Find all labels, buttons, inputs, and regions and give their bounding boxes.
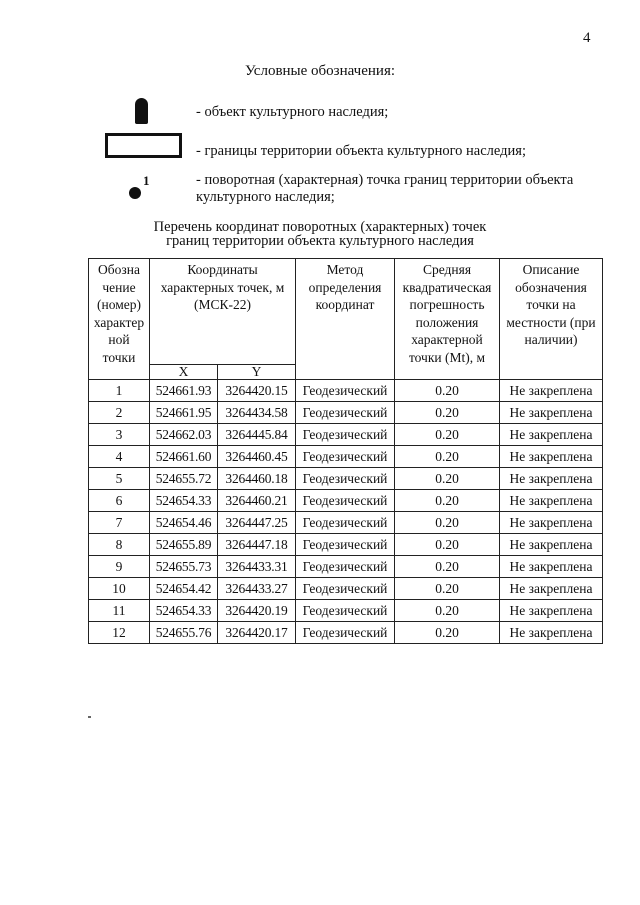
header-y: Y [218,365,296,380]
territory-boundary-icon [105,133,182,158]
cell-description: Не закреплена [500,446,603,468]
legend-title: Условные обозначения: [244,63,396,79]
cell-method: Геодезический [296,446,395,468]
turning-point-icon [129,187,141,199]
header-error: Средняя квадратическая погрешность положения характерной точки (Mt), м [395,259,500,380]
cell-x: 524661.93 [150,380,218,402]
cell-method: Геодезический [296,402,395,424]
cell-method: Геодезический [296,468,395,490]
table-row [89,380,603,402]
cell-point-number: 5 [89,468,150,490]
cell-x: 524655.73 [150,556,218,578]
table-row [89,512,603,534]
cell-description: Не закреплена [500,578,603,600]
cell-error: 0.20 [395,402,500,424]
cell-x: 524654.42 [150,578,218,600]
cell-point-number: 2 [89,402,150,424]
cell-point-number: 10 [89,578,150,600]
cell-error: 0.20 [395,556,500,578]
cell-point-number: 7 [89,512,150,534]
table-row [89,446,603,468]
table-title [0,220,640,248]
cell-y: 3264447.18 [218,534,296,556]
cell-description: Не закреплена [500,556,603,578]
cell-y: 3264420.17 [218,622,296,644]
cell-x: 524655.72 [150,468,218,490]
cell-method: Геодезический [296,534,395,556]
cell-y: 3264434.58 [218,402,296,424]
table-row [89,468,603,490]
header-method: Метод определения координат [296,259,395,380]
cell-x: 524654.46 [150,512,218,534]
scan-speck [88,716,91,718]
cell-x: 524654.33 [150,490,218,512]
table-row [89,556,603,578]
table-row [89,402,603,424]
cell-y: 3264433.27 [218,578,296,600]
cell-error: 0.20 [395,622,500,644]
table-row [89,600,603,622]
cell-y: 3264460.45 [218,446,296,468]
cell-method: Геодезический [296,556,395,578]
cell-error: 0.20 [395,446,500,468]
cell-y: 3264420.19 [218,600,296,622]
cell-error: 0.20 [395,512,500,534]
table-title-line-2: границ территории объекта культурного наследия [166,233,474,249]
cell-error: 0.20 [395,468,500,490]
cell-method: Геодезический [296,578,395,600]
cell-method: Геодезический [296,490,395,512]
table-row [89,490,603,512]
table-row [89,622,603,644]
header-description: Описание обозначения точки на местности (при наличии) [500,259,603,380]
cell-point-number: 12 [89,622,150,644]
header-coordinates: Координаты характерных точек, м (МСК-22) [150,259,296,365]
page-number: 4 [583,30,591,46]
cell-y: 3264447.25 [218,512,296,534]
cell-description: Не закреплена [500,490,603,512]
cell-error: 0.20 [395,490,500,512]
legend-item-object: - объект культурного наследия; [196,104,389,120]
cell-description: Не закреплена [500,622,603,644]
cell-x: 524662.03 [150,424,218,446]
cell-point-number: 6 [89,490,150,512]
cell-point-number: 3 [89,424,150,446]
cell-x: 524661.60 [150,446,218,468]
cell-point-number: 9 [89,556,150,578]
cell-y: 3264445.84 [218,424,296,446]
cell-description: Не закреплена [500,512,603,534]
table-row [89,424,603,446]
cell-y: 3264433.31 [218,556,296,578]
cell-error: 0.20 [395,578,500,600]
table-title-line-1: Перечень координат поворотных (характерных) точек [153,219,487,235]
legend-item-turning-point: - поворотная (характерная) точка границ территории объекта культурного наследия; [196,172,574,205]
table-row [89,578,603,600]
cell-error: 0.20 [395,380,500,402]
cultural-heritage-object-icon [135,98,148,124]
cell-x: 524661.95 [150,402,218,424]
cell-description: Не закреплена [500,534,603,556]
legend-item-boundary: - границы территории объекта культурного наследия; [196,143,526,159]
cell-x: 524654.33 [150,600,218,622]
table-row [89,534,603,556]
cell-description: Не закреплена [500,600,603,622]
cell-description: Не закреплена [500,468,603,490]
cell-description: Не закреплена [500,402,603,424]
cell-method: Геодезический [296,512,395,534]
cell-x: 524655.76 [150,622,218,644]
coordinates-table [88,258,603,644]
cell-error: 0.20 [395,534,500,556]
cell-x: 524655.89 [150,534,218,556]
cell-description: Не закреплена [500,424,603,446]
cell-error: 0.20 [395,600,500,622]
cell-method: Геодезический [296,424,395,446]
cell-y: 3264460.18 [218,468,296,490]
cell-point-number: 11 [89,600,150,622]
cell-point-number: 4 [89,446,150,468]
cell-method: Геодезический [296,600,395,622]
turning-point-marker-label: 1 [143,173,150,188]
cell-point-number: 1 [89,380,150,402]
cell-method: Геодезический [296,380,395,402]
header-designation: Обозна чение (номер) характер ной точки [89,259,150,380]
cell-method: Геодезический [296,622,395,644]
header-x: X [150,365,218,380]
cell-y: 3264460.21 [218,490,296,512]
cell-description: Не закреплена [500,380,603,402]
cell-point-number: 8 [89,534,150,556]
cell-error: 0.20 [395,424,500,446]
cell-y: 3264420.15 [218,380,296,402]
